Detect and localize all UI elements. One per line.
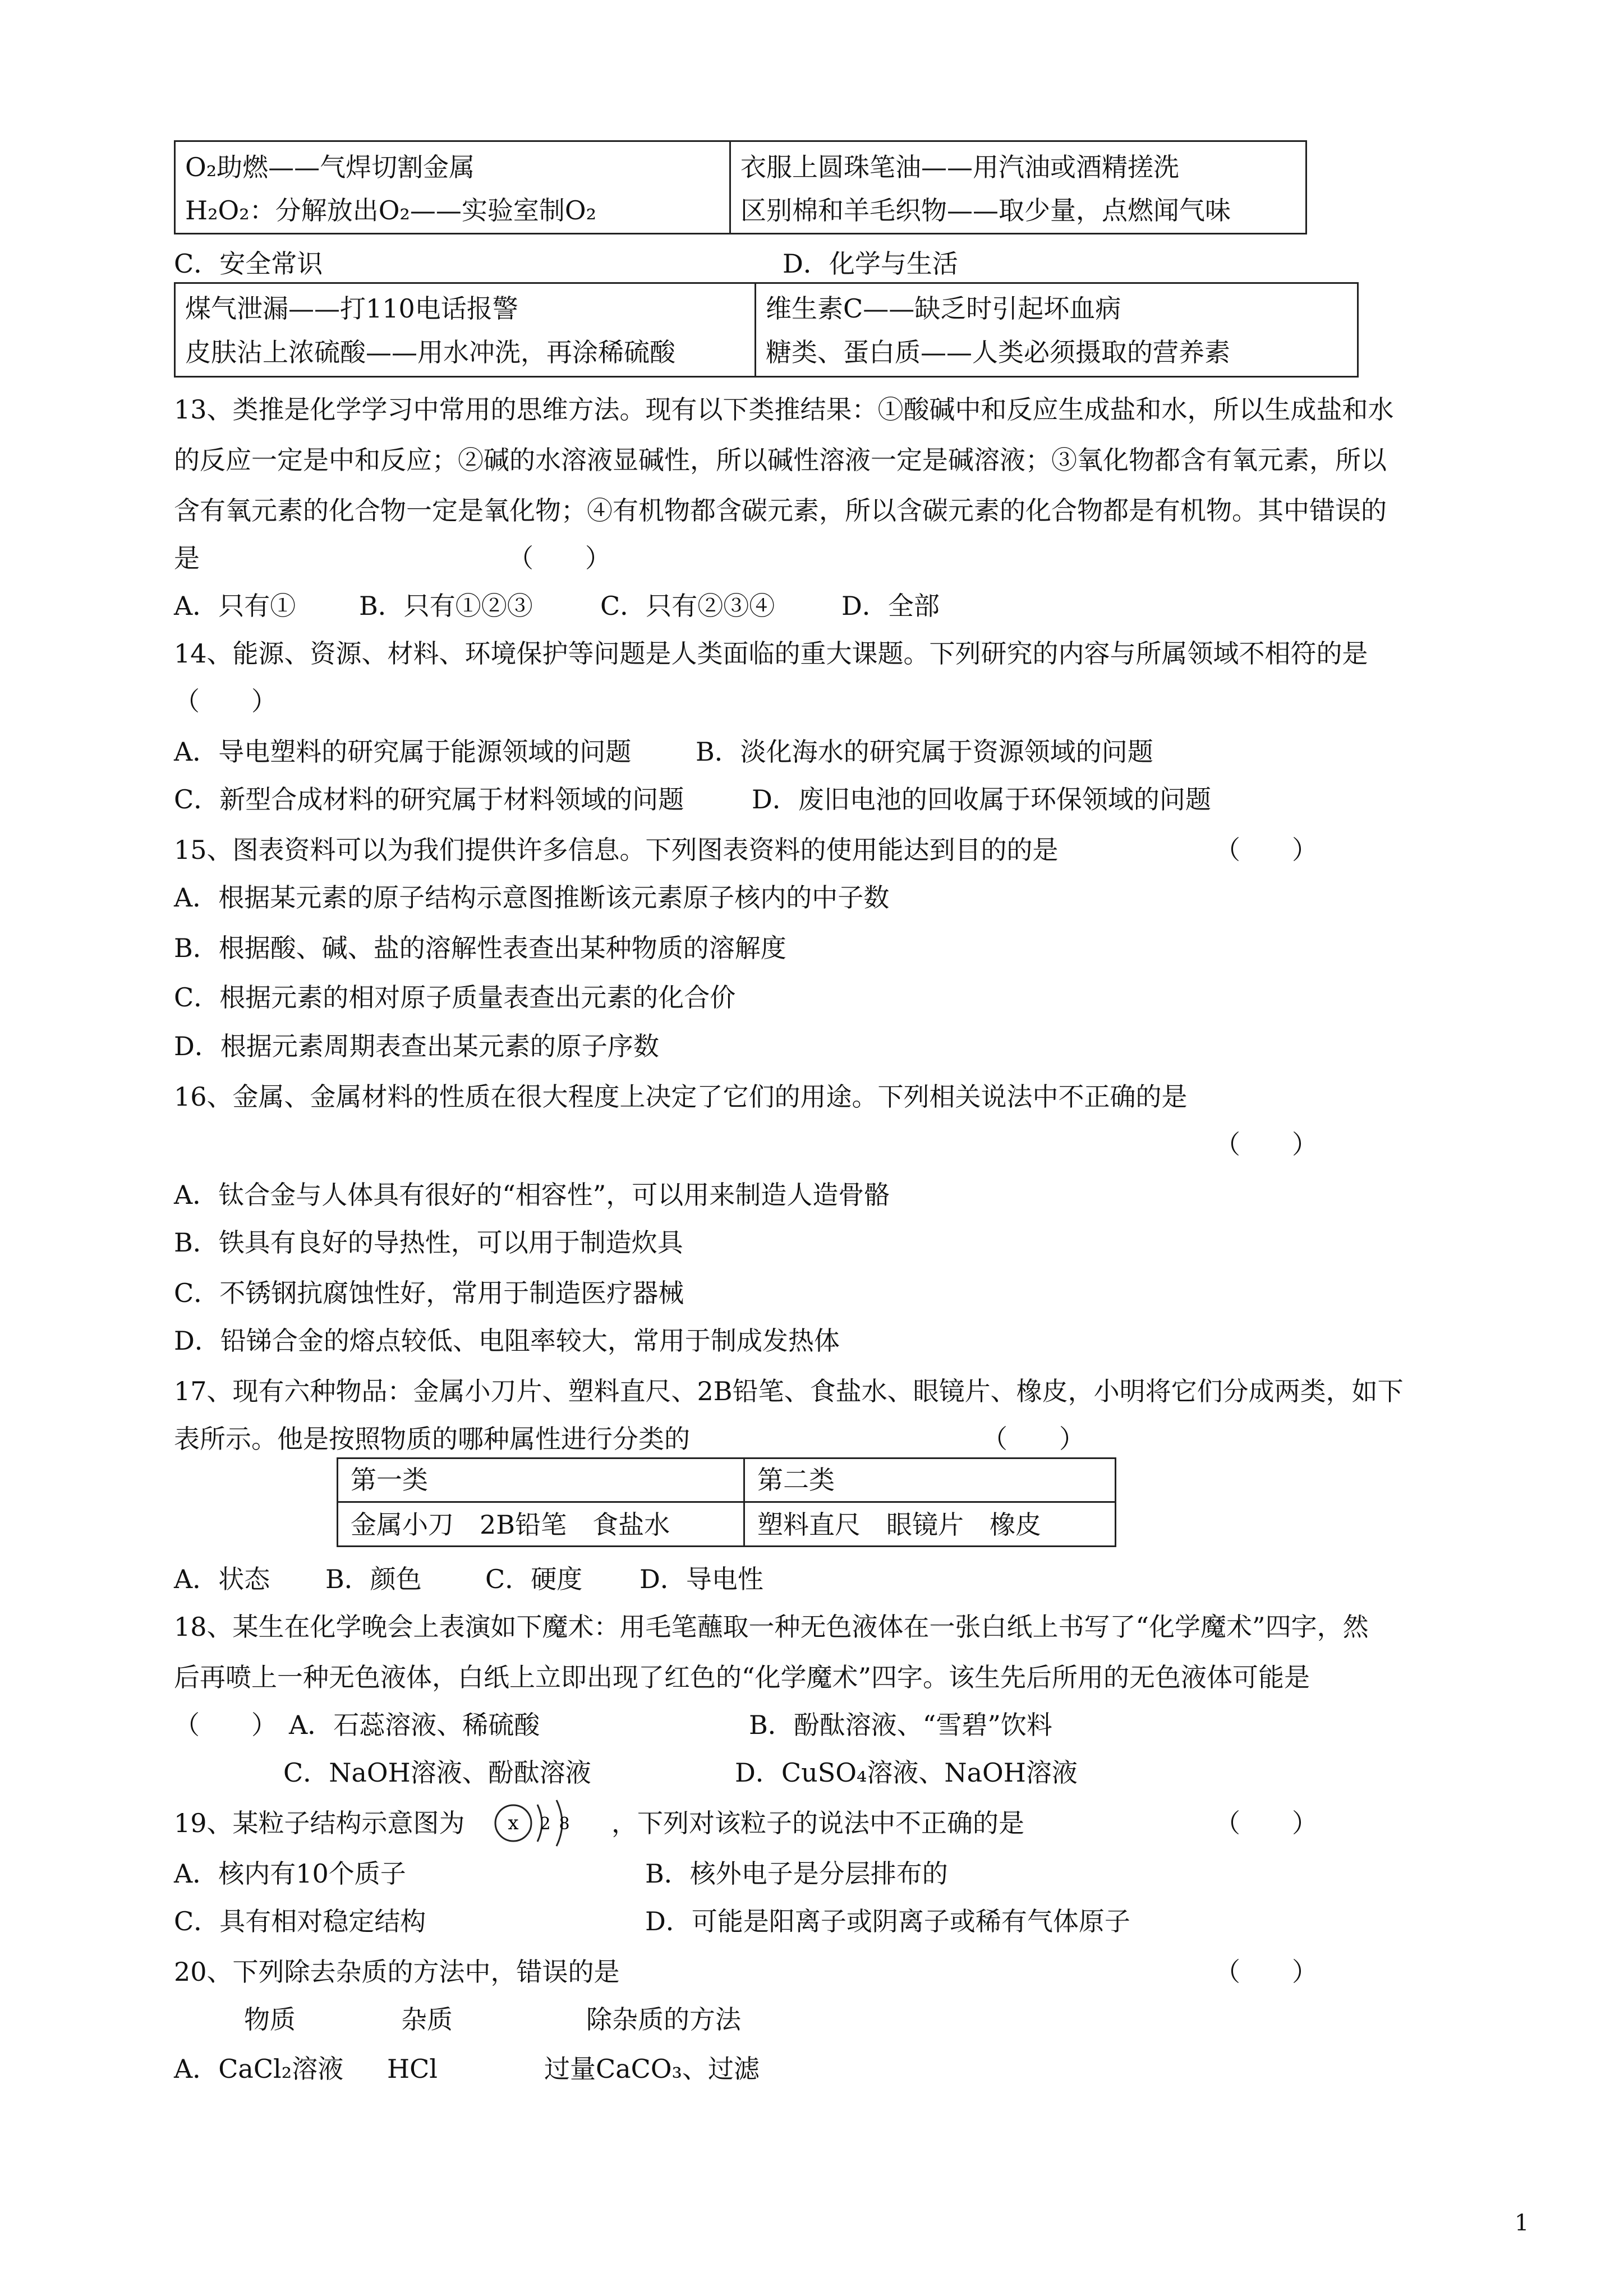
q20-row-a-substance: A．CaCl₂溶液 — [174, 2054, 344, 2084]
q19-option-b: B．核外电子是分层排布的 — [645, 1858, 948, 1889]
q19-stem-b: ，下列对该粒子的说法中不正确的是 — [611, 1808, 1024, 1838]
q15-option-a: A．根据某元素的原子结构示意图推断该元素原子核内的中子数 — [174, 882, 890, 913]
q16-option-a: A．钛合金与人体具有很好的“相容性”，可以用来制造人造骨骼 — [174, 1180, 890, 1210]
q15-option-b: B．根据酸、碱、盐的溶解性表查出某种物质的溶解度 — [174, 933, 786, 963]
q17-table-cell-2: 塑料直尺 眼镜片 橡皮 — [757, 1510, 1041, 1540]
q17-option-b: B．颜色 — [325, 1564, 422, 1594]
q15-option-c: C．根据元素的相对原子质量表查出元素的化合价 — [174, 982, 736, 1013]
table-cd-divider — [755, 282, 756, 378]
table-cd-left-2: 皮肤沾上浓硫酸——用水冲洗，再涂稀硫酸 — [185, 337, 675, 367]
q13-line-3: 含有氧元素的化合物一定是氧化物；④有机物都含碳元素，所以含碳元素的化合物都是有机物。其中错误的 — [174, 495, 1387, 526]
q17-table-header-2: 第二类 — [757, 1465, 835, 1495]
q16-option-b: B．铁具有良好的导热性，可以用于制造炊具 — [174, 1227, 683, 1258]
q20-blank: （ ） — [1214, 1957, 1318, 1987]
q20-header-substance: 物质 — [244, 2004, 296, 2035]
q14-blank: （ ） — [174, 686, 277, 716]
q17-table-cell-1: 金属小刀 2B铅笔 食盐水 — [351, 1510, 670, 1540]
q14-option-b: B．淡化海水的研究属于资源领域的问题 — [696, 737, 1153, 767]
q18-option-c: C．NaOH溶液、酚酞溶液 — [283, 1757, 591, 1788]
q18-line-2: 后再喷上一种无色液体，白纸上立即出现了红色的“化学魔术”四字。该生先后所用的无色液体可能是 — [174, 1662, 1310, 1692]
q14-option-a: A．导电塑料的研究属于能源领域的问题 — [174, 737, 632, 767]
table-ab-divider — [729, 140, 731, 234]
q17-option-d: D．导电性 — [640, 1564, 763, 1594]
q19-stem-a: 19、某粒子结构示意图为 — [174, 1808, 465, 1838]
q16-option-c: C．不锈钢抗腐蚀性好，常用于制造医疗器械 — [174, 1278, 684, 1308]
q16-option-d: D．铅锑合金的熔点较低、电阻率较大，常用于制成发热体 — [174, 1326, 840, 1356]
q19-blank: （ ） — [1214, 1808, 1318, 1838]
q18-blank: （ ） — [174, 1710, 277, 1740]
shell-1-count: 2 — [540, 1814, 551, 1834]
nucleus-label: x — [508, 1812, 519, 1834]
q19-option-a: A．核内有10个质子 — [174, 1858, 406, 1889]
table-cd-right-2: 糖类、蛋白质——人类必须摄取的营养素 — [766, 337, 1230, 367]
q18-option-d: D．CuSO₄溶液、NaOH溶液 — [735, 1757, 1078, 1788]
q18-option-b: B．酚酞溶液、“雪碧”饮料 — [749, 1710, 1052, 1740]
q20-header-method: 除杂质的方法 — [586, 2004, 741, 2035]
table-cd-right-1: 维生素C——缺乏时引起坏血病 — [766, 293, 1121, 324]
q20-row-a-impurity: HCl — [387, 2054, 438, 2084]
q13-blank: （ ） — [508, 543, 611, 573]
q14-option-d: D．废旧电池的回收属于环保领域的问题 — [752, 784, 1211, 815]
table-ab-right-2: 区别棉和羊毛织物——取少量，点燃闻气味 — [740, 195, 1231, 226]
q20-stem: 20、下列除去杂质的方法中，错误的是 — [174, 1957, 620, 1987]
q16-stem: 16、金属、金属材料的性质在很大程度上决定了它们的用途。下列相关说法中不正确的是 — [174, 1082, 1188, 1112]
q17-table-row-divider — [337, 1501, 1116, 1503]
q15-option-d: D．根据元素周期表查出某元素的原子序数 — [174, 1031, 659, 1061]
q20-row-a-method: 过量CaCO₃、过滤 — [544, 2054, 760, 2084]
q13-option-d: D．全部 — [841, 591, 940, 621]
q17-line-1: 17、现有六种物品：金属小刀片、塑料直尺、2B铅笔、食盐水、眼镜片、橡皮，小明将它们分成两类，如下 — [174, 1376, 1404, 1406]
q13-option-b: B．只有①②③ — [359, 591, 533, 621]
q17-line-2: 表所示。他是按照物质的哪种属性进行分类的 — [174, 1424, 690, 1454]
q17-option-a: A．状态 — [174, 1564, 270, 1594]
q19-option-d: D．可能是阳离子或阴离子或稀有气体原子 — [645, 1906, 1130, 1936]
q15-stem: 15、图表资料可以为我们提供许多信息。下列图表资料的使用能达到目的的是 — [174, 835, 1059, 865]
section-c-label: C．安全常识 — [174, 249, 323, 279]
page-number: 1 — [1515, 2210, 1529, 2236]
q17-table-col-divider — [743, 1457, 745, 1547]
particle-structure-diagram — [488, 1792, 595, 1854]
section-d-label: D．化学与生活 — [783, 249, 958, 279]
q13-line-2: 的反应一定是中和反应；②碱的水溶液显碱性，所以碱性溶液一定是碱溶液；③氧化物都含有氧元素，所以 — [174, 445, 1387, 475]
q17-option-c: C．硬度 — [485, 1564, 583, 1594]
table-cd-left-1: 煤气泄漏——打110电话报警 — [185, 293, 518, 324]
q14-option-c: C．新型合成材料的研究属于材料领域的问题 — [174, 784, 684, 815]
q15-blank: （ ） — [1214, 835, 1318, 865]
shell-2-count: 8 — [559, 1814, 570, 1834]
table-ab-left-1: O₂助燃——气焊切割金属 — [185, 152, 475, 182]
q13-line-1: 13、类推是化学学习中常用的思维方法。现有以下类推结果：①酸碱中和反应生成盐和水，所以生成盐和水 — [174, 394, 1394, 425]
q13-line-4: 是 — [174, 543, 200, 573]
q16-blank: （ ） — [1214, 1129, 1318, 1159]
q14-line-1: 14、能源、资源、材料、环境保护等问题是人类面临的重大课题。下列研究的内容与所属领域不相符的是 — [174, 638, 1368, 669]
q13-option-a: A．只有① — [174, 591, 296, 621]
q18-line-1: 18、某生在化学晚会上表演如下魔术：用毛笔蘸取一种无色液体在一张白纸上书写了“化学魔术”四字，然 — [174, 1612, 1369, 1642]
q17-blank: （ ） — [982, 1424, 1085, 1454]
q19-option-c: C．具有相对稳定结构 — [174, 1906, 426, 1936]
q20-header-impurity: 杂质 — [401, 2004, 453, 2035]
q13-option-c: C．只有②③④ — [600, 591, 775, 621]
q17-table-header-1: 第一类 — [351, 1465, 428, 1495]
q18-option-a: A．石蕊溶液、稀硫酸 — [289, 1710, 540, 1740]
table-ab-right-1: 衣服上圆珠笔油——用汽油或酒精搓洗 — [740, 152, 1179, 182]
table-ab-left-2: H₂O₂：分解放出O₂——实验室制O₂ — [185, 195, 597, 226]
